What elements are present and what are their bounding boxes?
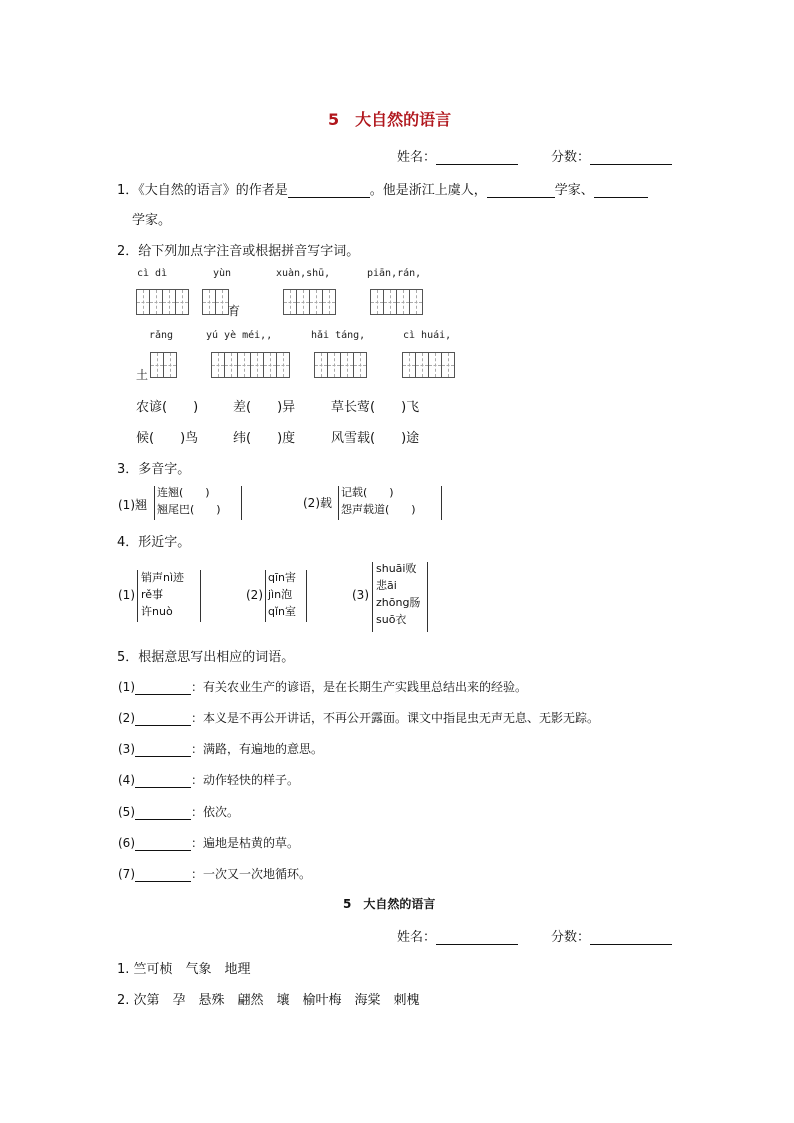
q2-pinyin: piān,rán, xyxy=(367,268,422,279)
q3-line: 翘尾巴( ) xyxy=(157,503,221,516)
q1-end: 学家、 xyxy=(554,183,594,198)
q4-line: qīn害 xyxy=(268,571,297,584)
q4-line: 销声nì迹 xyxy=(141,571,185,584)
q5-text: ：动作轻快的样子。 xyxy=(191,773,300,787)
q2-pinyin: yùn xyxy=(213,268,232,279)
q5-num: (4) xyxy=(118,773,135,787)
q5-text: ：遍地是枯黄的草。 xyxy=(191,836,300,850)
q2-item: 风雪载( )途 xyxy=(331,431,420,446)
q5-item xyxy=(118,740,323,757)
q1-blank-field2[interactable] xyxy=(594,184,648,198)
char-grid[interactable] xyxy=(283,289,336,315)
q5-blank[interactable] xyxy=(135,712,191,726)
q2-item: 纬( )度 xyxy=(233,431,296,446)
q1-blank-author[interactable] xyxy=(288,184,370,198)
q4-line: 悲āi xyxy=(376,579,397,592)
q4-line: 许nuò xyxy=(141,605,173,618)
q4-label: (2) xyxy=(246,588,263,602)
score-blank[interactable] xyxy=(590,931,672,945)
q2-prefix: 土 xyxy=(136,368,149,382)
char-grid[interactable] xyxy=(150,352,177,378)
q2-item: 农谚( ) xyxy=(136,400,199,415)
char-grid[interactable] xyxy=(402,352,455,378)
q2-heading: 2．给下列加点字注音或根据拼音写字词。 xyxy=(117,244,360,259)
q5-blank[interactable] xyxy=(135,774,191,788)
q5-num: (2) xyxy=(118,711,135,725)
char-grid[interactable] xyxy=(314,352,367,378)
q5-num: (7) xyxy=(118,867,135,881)
q2-item: 差( )异 xyxy=(233,400,296,415)
q4-line: qǐn室 xyxy=(268,605,297,618)
q3-label: (1)翘 xyxy=(118,498,147,512)
q2-pinyin: rǎng xyxy=(149,330,174,341)
q5-blank[interactable] xyxy=(135,806,191,820)
answer-line: 1. 竺可桢 气象 地理 xyxy=(117,962,251,977)
q2-item: 候( )鸟 xyxy=(136,431,199,446)
q4-line: shuāi败 xyxy=(376,562,417,575)
q5-text: ：满路，有遍地的意思。 xyxy=(191,742,324,756)
q4-line: rě事 xyxy=(141,588,164,601)
q5-text: ：有关农业生产的谚语，是在长期生产实践里总结出来的经验。 xyxy=(191,680,528,694)
q4-label: (1) xyxy=(118,588,135,602)
q5-item xyxy=(118,834,299,851)
q2-pinyin: cì huái, xyxy=(403,330,452,341)
q5-blank[interactable] xyxy=(135,681,191,695)
char-grid[interactable] xyxy=(370,289,423,315)
char-grid[interactable] xyxy=(211,352,290,378)
q5-item xyxy=(118,803,239,820)
char-grid[interactable] xyxy=(202,289,229,315)
q1-line1 xyxy=(117,179,648,198)
q5-blank[interactable] xyxy=(135,837,191,851)
q5-blank[interactable] xyxy=(135,868,191,882)
q3-line: 怨声载道( ) xyxy=(341,503,416,516)
q5-item xyxy=(118,865,311,882)
q1-blank-field1[interactable] xyxy=(487,184,555,198)
q2-pinyin: xuàn,shū, xyxy=(276,268,331,279)
answer-name-field[interactable] xyxy=(397,926,518,945)
score-field[interactable] xyxy=(551,146,672,165)
q5-text: ：依次。 xyxy=(191,805,240,819)
score-blank[interactable] xyxy=(590,151,672,165)
q2-pinyin: yú yè méi,, xyxy=(206,330,273,341)
q5-text: ：本义是不再公开讲话，不再公开露面。课文中指昆虫无声无息、无影无踪。 xyxy=(191,711,600,725)
q3-heading: 3．多音字。 xyxy=(117,462,191,477)
char-grid[interactable] xyxy=(136,289,189,315)
q2-suffix: 育 xyxy=(228,304,241,318)
answer-title: 5 大自然的语言 xyxy=(343,897,436,911)
q5-item xyxy=(118,771,299,788)
q5-num: (1) xyxy=(118,680,135,694)
q5-text: ：一次又一次地循环。 xyxy=(191,867,312,881)
page-title: 5 大自然的语言 xyxy=(328,110,452,129)
q4-line: zhōng肠 xyxy=(376,596,421,609)
q1-mid: 。他是浙江上虞人， xyxy=(369,183,487,198)
q3-line: 记载( ) xyxy=(341,486,394,499)
name-label: 姓名： xyxy=(397,150,437,165)
q4-line: jìn泡 xyxy=(268,588,293,601)
q2-pinyin: cì dì xyxy=(137,268,168,279)
q4-line: suō衣 xyxy=(376,613,407,626)
q4-label: (3) xyxy=(352,588,369,602)
q4-heading: 4．形近字。 xyxy=(117,535,191,550)
q5-blank[interactable] xyxy=(135,743,191,757)
q1-prefix: 1．《大自然的语言》的作者是 xyxy=(117,183,288,198)
answer-line: 2. 次第 孕 悬殊 翩然 壤 榆叶梅 海棠 刺槐 xyxy=(117,993,420,1008)
q2-pinyin: hǎi táng, xyxy=(311,330,366,341)
name-label: 姓名： xyxy=(397,930,437,945)
score-label: 分数： xyxy=(551,150,591,165)
q5-num: (3) xyxy=(118,742,135,756)
q5-num: (6) xyxy=(118,836,135,850)
name-field[interactable] xyxy=(397,146,518,165)
q3-line: 连翘( ) xyxy=(157,486,210,499)
q5-item xyxy=(118,678,527,695)
answer-score-field[interactable] xyxy=(551,926,672,945)
score-label: 分数： xyxy=(551,930,591,945)
q2-item: 草长莺( )飞 xyxy=(331,400,420,415)
q5-num: (5) xyxy=(118,805,135,819)
name-blank[interactable] xyxy=(436,151,518,165)
q5-item xyxy=(118,709,599,726)
q5-heading: 5．根据意思写出相应的词语。 xyxy=(117,650,295,665)
q1-line2: 学家。 xyxy=(132,213,172,228)
q3-label: (2)载 xyxy=(303,496,332,510)
name-blank[interactable] xyxy=(436,931,518,945)
